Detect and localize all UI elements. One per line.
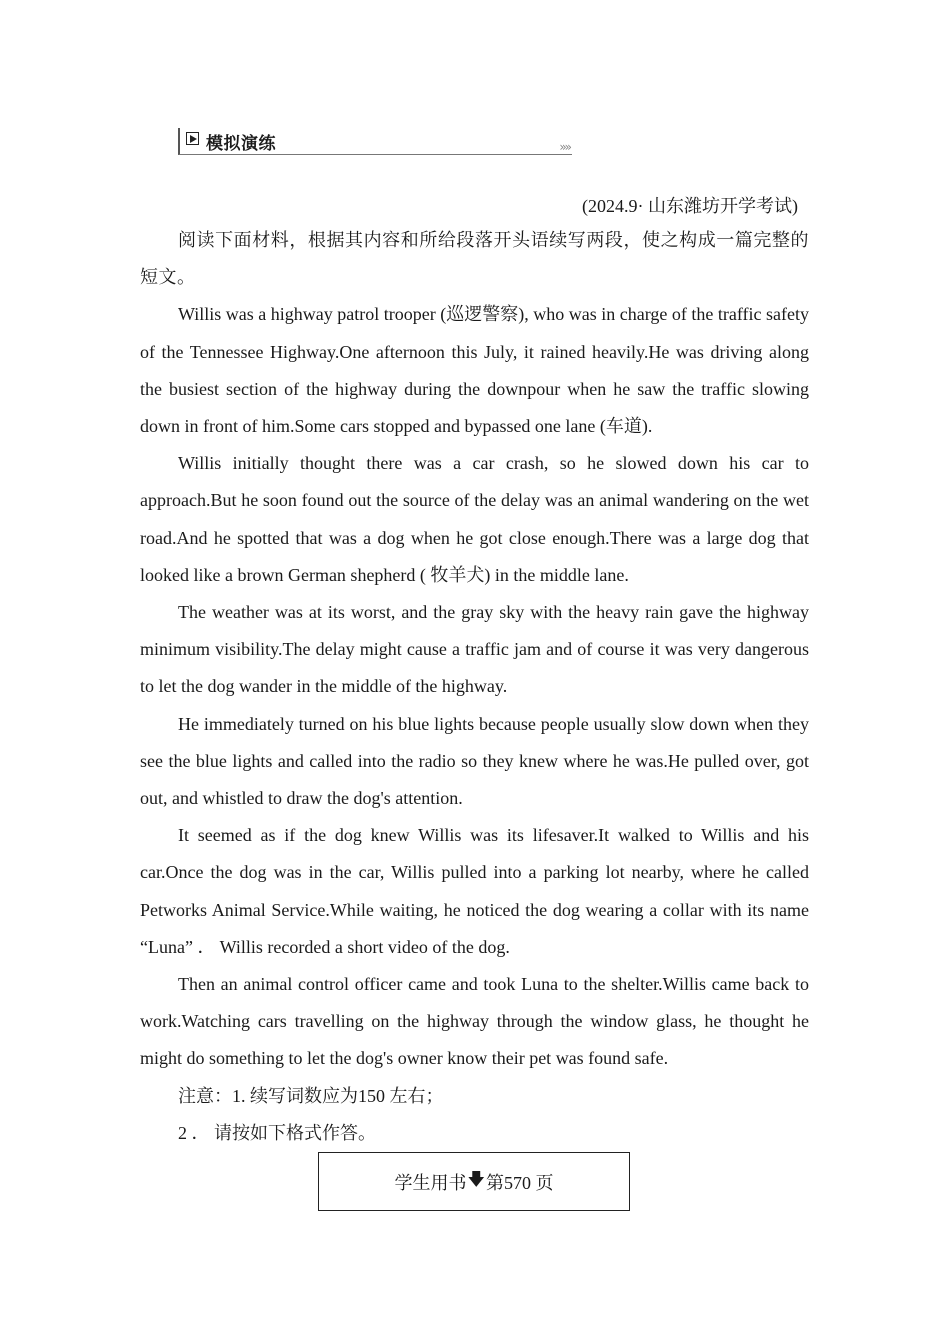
paragraph: Willis initially thought there was a car crash, so he slowed down his car to approach.But he soon found out the source of the delay was an animal wandering on the wet road.And he spotted that was a dog when he got close enough.There was a large dog that looked like a brown German shepherd ( 牧羊犬) in the middle lane. xyxy=(140,453,809,585)
note-line: 2 ． 请按如下格式作答。 xyxy=(178,1122,376,1143)
source-citation: (2024.9· 山东潍坊开学考试) xyxy=(582,196,798,216)
paragraph: Then an animal control officer came and took Luna to the shelter.Willis came back to work.Watching cars travelling on the highway through the window glass, he thought he might do something to let the dog's owner know their pet was found safe. xyxy=(140,974,809,1069)
answer-box xyxy=(318,1152,630,1211)
paragraph: It seemed as if the dog knew Willis was its lifesaver.It walked to Willis and his car.Once the dog was in the car, Willis pulled into a parking lot nearby, where he called Petworks Animal Service.While waiting, he noticed the dog wearing a collar with its name “Luna” ． Willis recorded a short video of the dog. xyxy=(140,825,809,957)
play-icon xyxy=(186,132,199,145)
down-arrow-icon: 🡇 xyxy=(467,1170,485,1190)
paragraph: The weather was at its worst, and the gray sky with the heavy rain gave the highway minimum visibility.The delay might cause a traffic jam and of course it was very dangerous to let the dog wander in the middle of the highway. xyxy=(140,602,809,697)
double-chevron-icon: »» xyxy=(559,140,570,154)
note-line: 注意：1. 续写词数应为150 左右； xyxy=(178,1085,444,1106)
answer-box-page: 第570 页 xyxy=(485,1172,554,1193)
answer-box-prefix: 学生用书 xyxy=(394,1172,467,1193)
instruction-text: 阅读下面材料，根据其内容和所给段落开头语续写两段，使之构成一篇完整的短文。 xyxy=(140,230,809,288)
paragraph: He immediately turned on his blue lights because people usually slow down when they see the blue lights and called into the radio so they knew where he was.He pulled over, got out, and whistled to draw the dog's attention. xyxy=(140,713,809,809)
section-title: 模拟演练 xyxy=(206,134,276,154)
section-header xyxy=(178,128,572,155)
passage xyxy=(140,222,809,1152)
paragraph: Willis was a highway patrol trooper (巡逻警察), who was in charge of the traffic safety of the Tennessee Highway.One afternoon this July, it rained heavily.He was driving along the busiest section of the highway during the downpour when he saw the traffic slowing down in front of him.Some cars stopped and bypassed one lane (车道). xyxy=(140,304,809,437)
